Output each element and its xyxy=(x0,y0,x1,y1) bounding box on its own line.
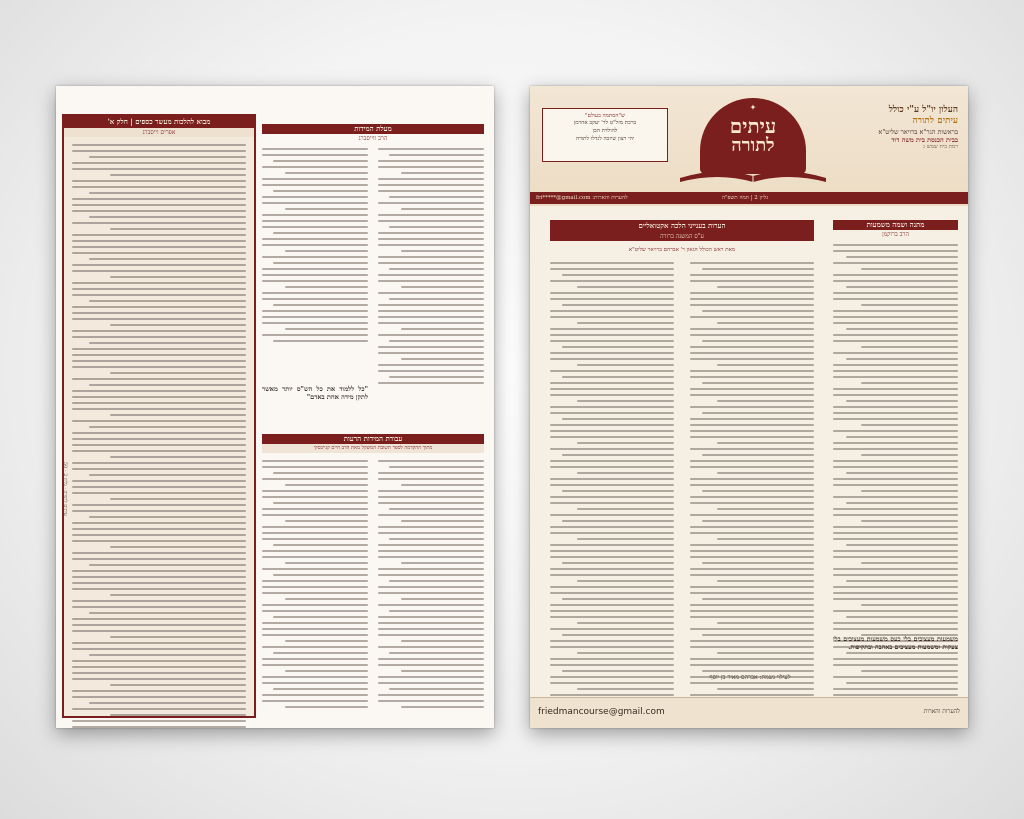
left-col-a-text xyxy=(550,262,674,728)
bottom-section-sub: מתוך ההקדמה לספר תשובת המשקל מאת הרב חיים קנייבסקי xyxy=(262,444,484,453)
middle-col-a-text xyxy=(262,148,368,346)
header-line2: עיתים לתורה xyxy=(912,116,958,126)
intro-box xyxy=(62,114,256,718)
right-page xyxy=(530,86,968,728)
dedication-box xyxy=(542,108,668,162)
masthead xyxy=(530,86,968,206)
left-section-author: מאת ראש הכולל הגאון ר' אברהם ברויאר שליט"א xyxy=(628,247,736,253)
bottom-strip xyxy=(530,674,968,728)
left-page xyxy=(56,86,494,728)
bottom-email[interactable]: friedmancourse@gmail.com xyxy=(538,707,665,717)
dedication-line2: ברכת מזל"ט לר' יעקב אהרמן xyxy=(573,120,637,126)
left-section-title: הערות בענייני הלכה אקטואליים xyxy=(550,220,814,232)
header-line1: העלון יו"ל ע"י כולל xyxy=(888,105,958,115)
memorial-line: לעילוי נשמת: אברהם מאיר בן יוסף xyxy=(709,674,791,681)
right-col-bold: משמעות מעציבים בלי כעס משמעות מעציבים בלי צעקות ומשמעות מעציבים באהבה ובתקיפות. xyxy=(833,636,958,651)
bottom-section-title: עבודת המידות הרעות xyxy=(262,434,484,444)
sun-ornament-icon: ✦ xyxy=(749,103,757,112)
dedication-line1: ש"הסתמה בעולם" xyxy=(585,113,625,119)
middle-section-author: הרב ווייסברג xyxy=(358,135,388,142)
brand-top: עיתים xyxy=(729,114,777,138)
header-line4: בבית הכנסת בית משה דוד xyxy=(891,136,958,144)
bottom-col-a-text xyxy=(262,460,368,712)
info-strip xyxy=(530,192,968,204)
strip-email: להערות והארות: fri*****@gmail.com xyxy=(536,195,628,201)
middle-quote: "כל ללמוד את כל הש"ס יותר מאשר לתקן מידה אחת באדם" xyxy=(262,385,368,401)
open-book-icon xyxy=(678,164,828,184)
brand-bottom: לתורה xyxy=(731,135,775,156)
issue-label: גליון 2 | תמוז תשפ"ה xyxy=(721,195,769,201)
header-info xyxy=(808,104,958,150)
middle-section-title: מעלת המידות xyxy=(262,124,484,134)
intro-box-author: אפרים וייסברג xyxy=(64,128,254,137)
right-col-text xyxy=(833,244,958,728)
right-section-author: הרב ברוקמן xyxy=(882,231,909,238)
bottom-label: להערות והארות xyxy=(923,708,960,715)
intro-text xyxy=(72,144,246,728)
right-section-title: מתנה ושמה משמעות xyxy=(833,220,958,230)
intro-box-title: מבוא להלכות מעשר כספים | חלק א' xyxy=(64,116,254,128)
left-section-sub: ע"ס המשנה ברורה xyxy=(550,232,814,241)
middle-col-b-text xyxy=(378,148,484,388)
vertical-footer: עיתים לתורה · גליון 2 · 50 xyxy=(62,462,68,516)
dedication-line3: להולדת הבן xyxy=(592,128,618,134)
left-col-b-text xyxy=(690,262,814,728)
dedication-line4: יהי רצון שיזכה לגדלו לתורה xyxy=(575,136,635,142)
header-line3: בראשות הגר"א ברויאר שליט"א xyxy=(878,128,958,136)
brand-logo xyxy=(700,98,806,174)
header-line5: רמת בית שמש ג xyxy=(923,144,958,150)
bottom-col-b-text xyxy=(378,460,484,712)
